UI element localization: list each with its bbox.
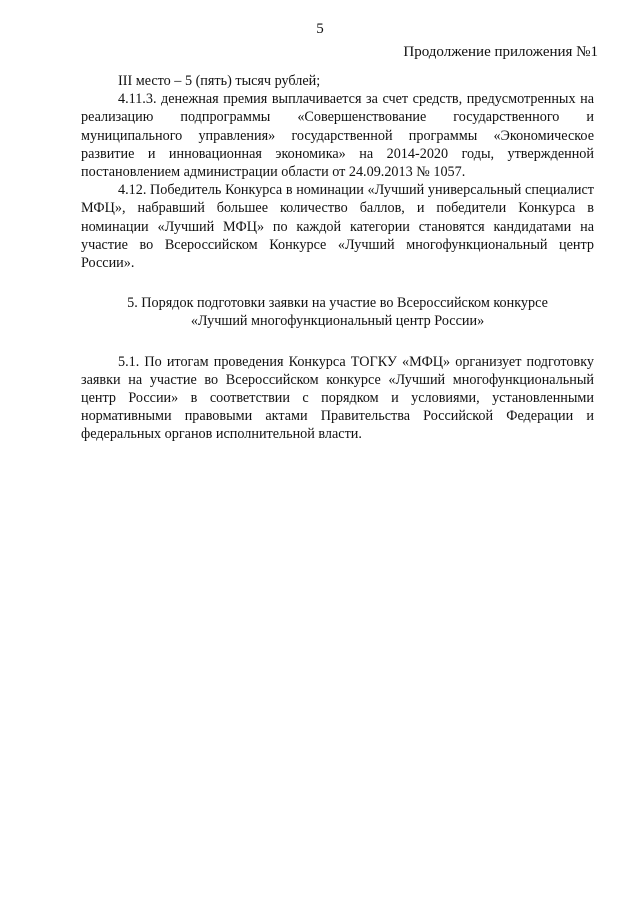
- section-5-heading-line-2: «Лучший многофункциональный центр России»: [190, 313, 485, 330]
- section-5-heading: [81, 294, 594, 330]
- paragraph-third-place: III место – 5 (пять) тысяч рублей;: [118, 73, 321, 89]
- section-5-heading-line-1: 5. Порядок подготовки заявки на участие во Всероссийском конкурсе: [127, 295, 548, 312]
- paragraph-4-12: 4.12. Победитель Конкурса в номинации «Лучший универсальный специалист МФЦ», набравший большее количество баллов, и победители Конкурса в номинации «Лучший МФЦ» по каждой категории становятся кандидатами на участие во Всероссийском Конкурсе «Лучший многофункциональный центр России».: [81, 182, 594, 272]
- appendix-continuation-label: Продолжение приложения №1: [403, 44, 598, 60]
- paragraph-5-1: 5.1. По итогам проведения Конкурса ТОГКУ «МФЦ» организует подготовку заявки на участие во Всероссийском конкурсе «Лучший многофункциональный центр России» в соответствии с порядком и условиями, установленными нормативными правовыми актами Правительства Российской Федерации и федеральных органов исполнительной власти.: [81, 353, 594, 443]
- document-body: [81, 72, 594, 444]
- page-number: 5: [316, 21, 324, 37]
- paragraph-4-11-3: 4.11.3. денежная премия выплачивается за счет средств, предусмотренных на реализацию подпрограммы «Совершенствование государственного и муниципального управления» государственной программы «Экономическое развитие и инновационная экономика» на 2014-2020 годы, утвержденной постановлением администрации области от 24.09.2013 № 1057.: [81, 91, 594, 181]
